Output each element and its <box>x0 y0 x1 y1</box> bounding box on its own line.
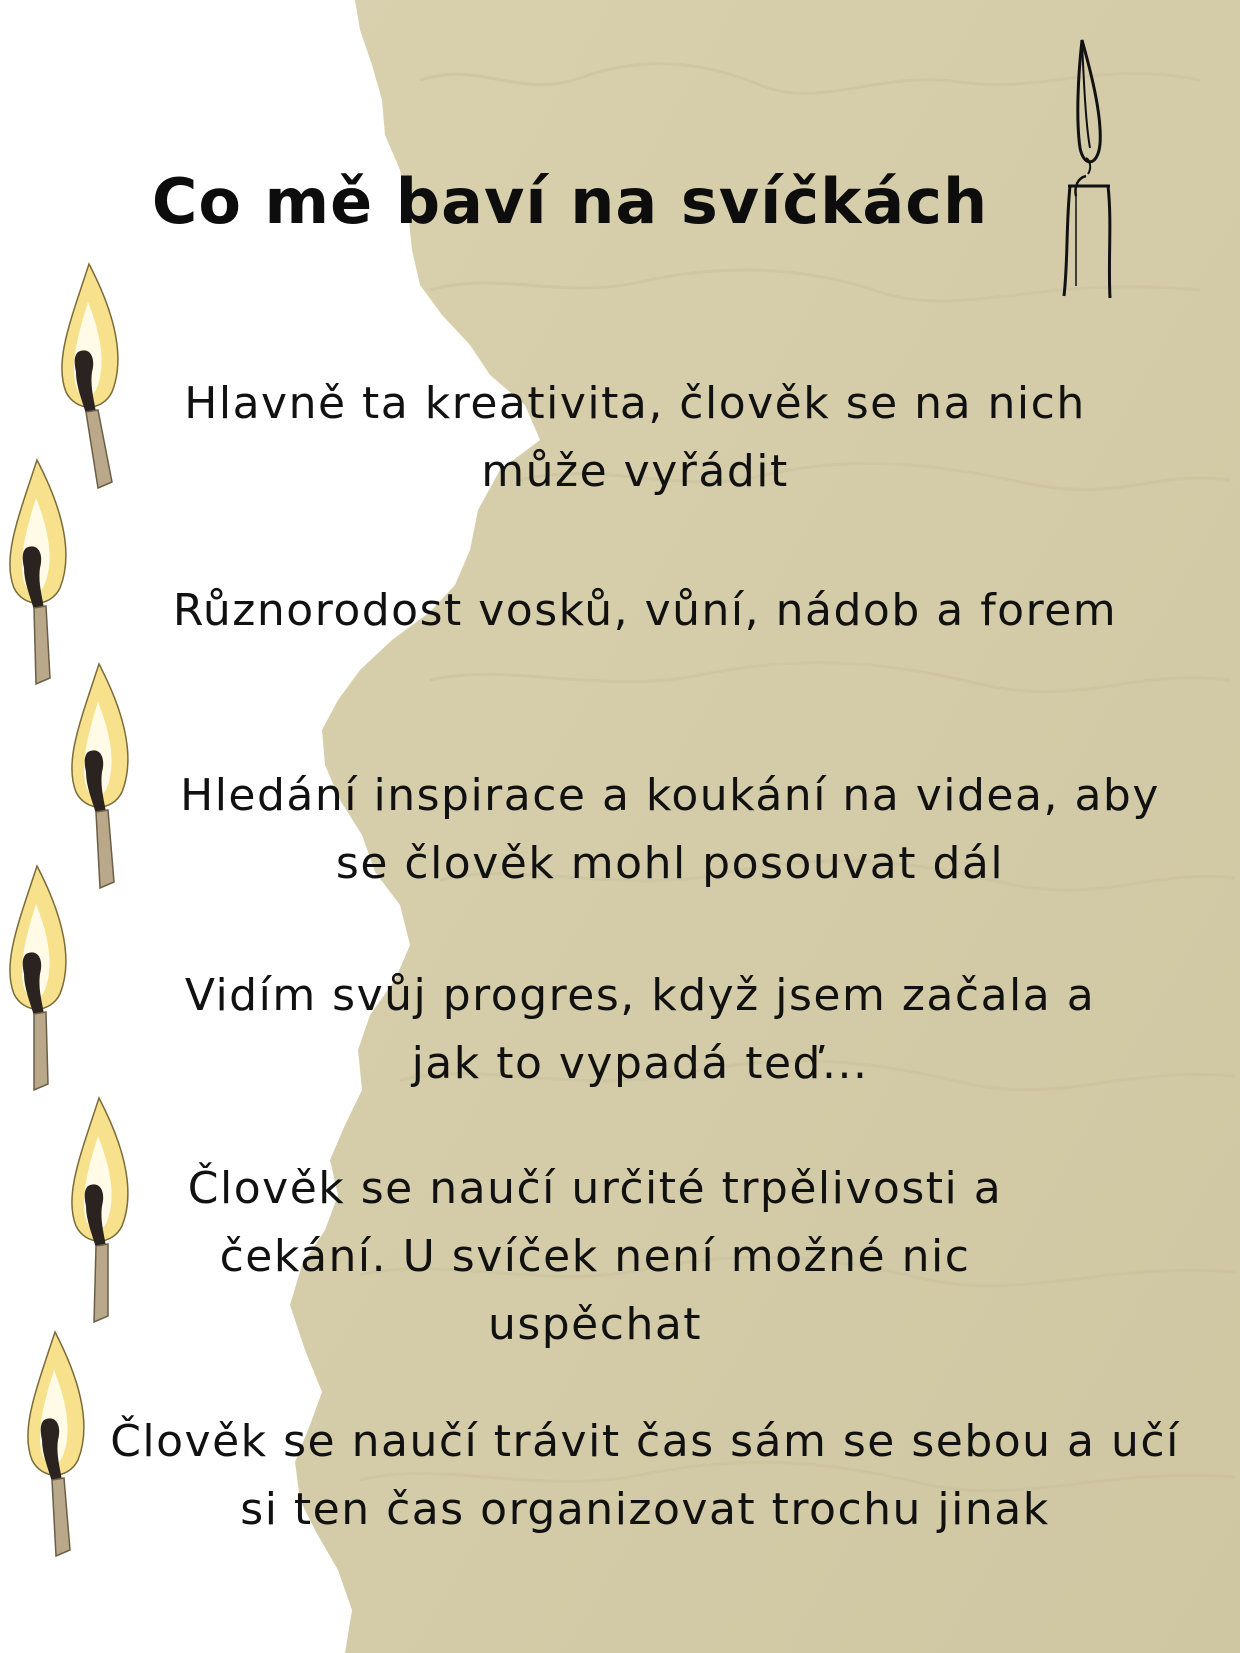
list-item: Hlavně ta kreativita, člověk se na nich může vyřádit <box>184 378 1086 497</box>
burning-match-icon <box>62 662 136 892</box>
burning-match-icon <box>18 1330 92 1560</box>
burning-match-icon <box>0 458 74 688</box>
page-title: Co mě baví na svíčkách <box>151 165 989 238</box>
list-item: Různorodost vosků, vůní, nádob a forem <box>172 585 1118 636</box>
list-item: Člověk se naučí určité trpělivosti a čekání. U svíček není možné nic uspěchat <box>187 1163 1003 1350</box>
candle-icon <box>1040 36 1120 306</box>
burning-match-icon <box>0 864 74 1094</box>
burning-match-icon <box>62 1096 136 1326</box>
list-item: Hledání inspirace a koukání na videa, aby se člověk mohl posouvat dál <box>180 770 1160 889</box>
list-item: Vidím svůj progres, když jsem začala a jak to vypadá teď... <box>184 970 1096 1089</box>
list-item: Člověk se naučí trávit čas sám se sebou a učí si ten čas organizovat trochu jinak <box>110 1416 1180 1535</box>
